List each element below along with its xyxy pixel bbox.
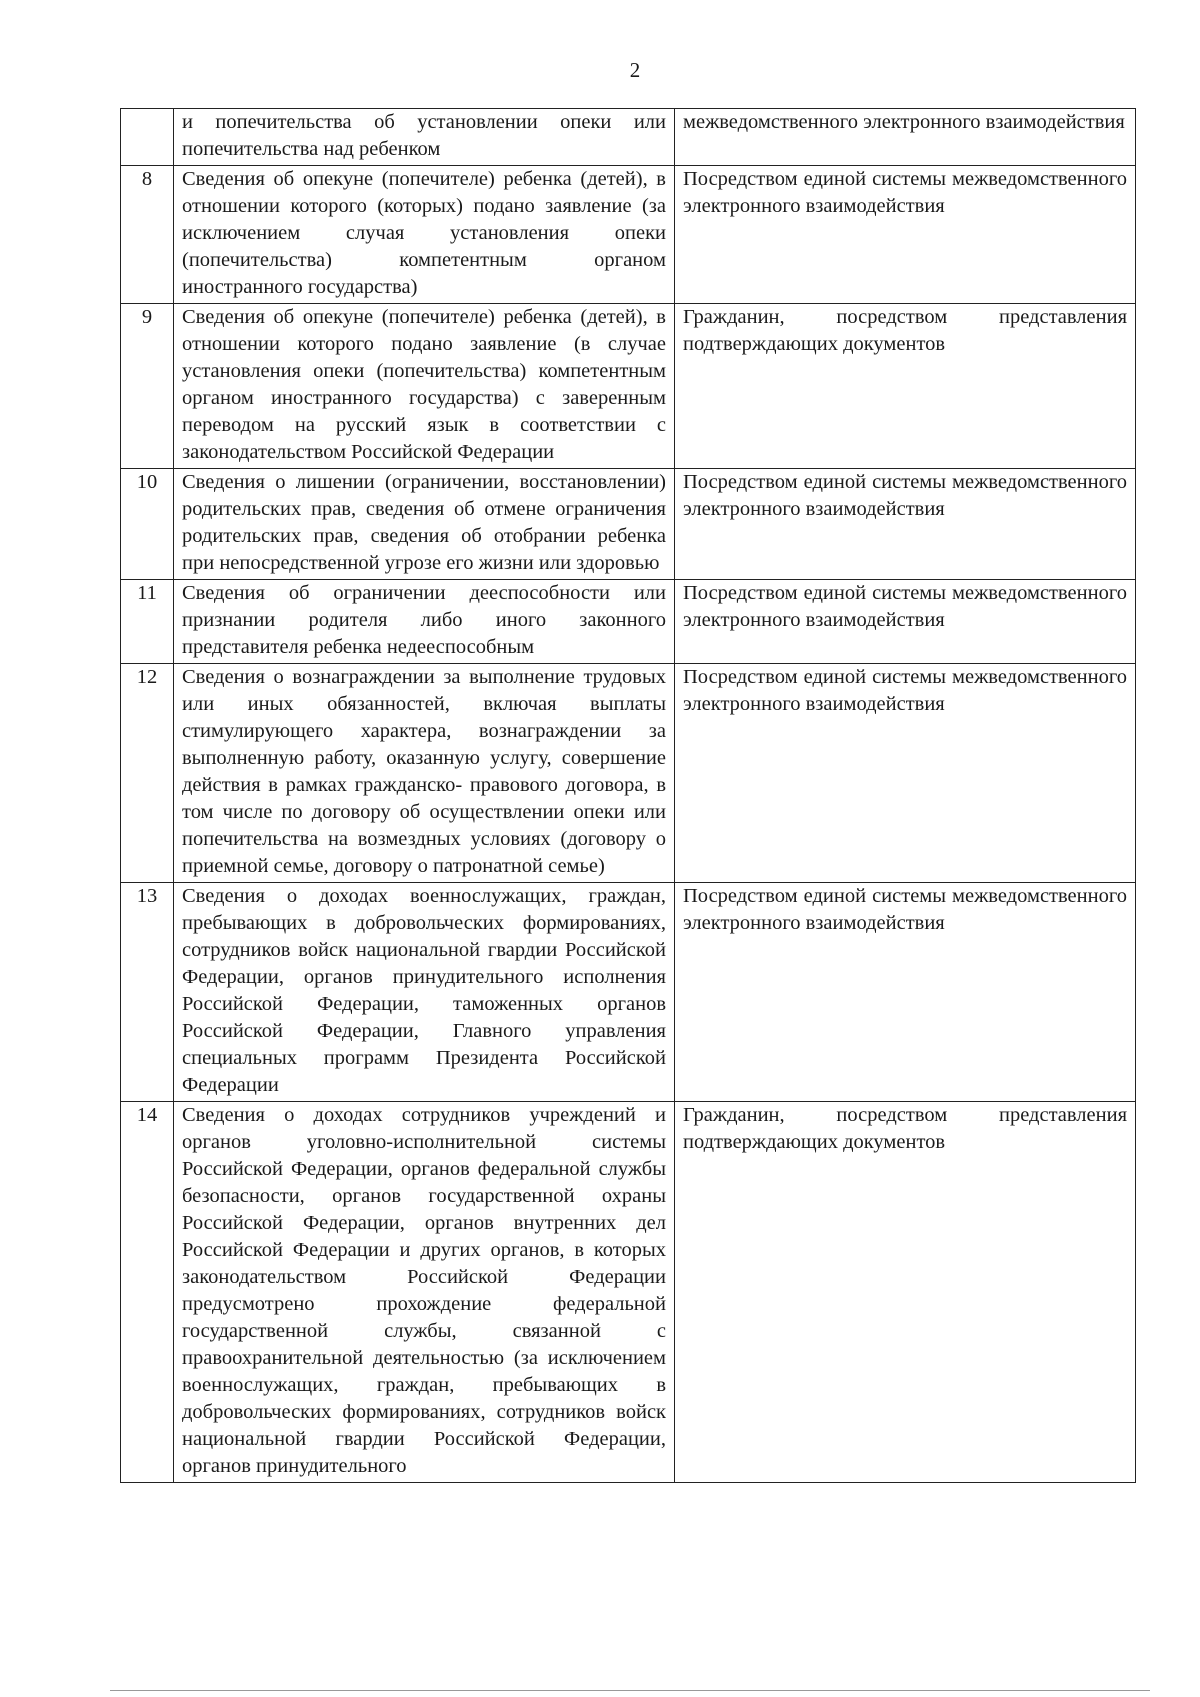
row-source: Посредством единой системы межведомственного электронного взаимодействия	[675, 469, 1136, 580]
row-number: 11	[121, 580, 174, 664]
row-description: Сведения о лишении (ограничении, восстановлении) родительских прав, сведения об отмене ограничения родительских прав, сведения об отобрании ребенка при непосредственной угрозе его жизни или здоровью	[174, 469, 675, 580]
row-number: 9	[121, 304, 174, 469]
row-description: и попечительства об установлении опеки или попечительства над ребенком	[174, 109, 675, 166]
row-description: Сведения об опекуне (попечителе) ребенка (детей), в отношении которого подано заявление (в случае установления опеки (попечительства) компетентным органом иностранного государства) с заверенным переводом на русский язык в соответствии с законодательством Российской Федерации	[174, 304, 675, 469]
row-source: Посредством единой системы межведомственного электронного взаимодействия	[675, 664, 1136, 883]
row-source: Гражданин, посредством представления подтверждающих документов	[675, 304, 1136, 469]
row-description: Сведения о доходах военнослужащих, граждан, пребывающих в добровольческих формированиях, сотрудников войск национальной гвардии Российской Федерации, органов принудительного исполнения Российской Федерации, таможенных органов Российской Федерации, Главного управления специальных программ Президента Российской Федерации	[174, 883, 675, 1102]
row-description: Сведения об ограничении дееспособности или признании родителя либо иного законного представителя ребенка недееспособным	[174, 580, 675, 664]
table-row	[121, 664, 1136, 883]
row-source: Посредством единой системы межведомственного электронного взаимодействия	[675, 166, 1136, 304]
table-row	[121, 304, 1136, 469]
table-row	[121, 580, 1136, 664]
row-number: 12	[121, 664, 174, 883]
row-description: Сведения об опекуне (попечителе) ребенка (детей), в отношении которого (которых) подано заявление (за исключением случая установления опеки (попечительства) компетентным органом иностранного государства)	[174, 166, 675, 304]
row-number	[121, 109, 174, 166]
row-number: 10	[121, 469, 174, 580]
row-number: 13	[121, 883, 174, 1102]
row-description: Сведения о вознаграждении за выполнение трудовых или иных обязанностей, включая выплаты стимулирующего характера, вознаграждении за выполненную работу, оказанную услугу, совершение действия в рамках гражданско- правового договора, в том числе по договору об осуществлении опеки или попечительства на возмездных условиях (договору о приемной семье, договору о патронатной семье)	[174, 664, 675, 883]
table-row	[121, 469, 1136, 580]
documents-table	[120, 108, 1136, 1483]
row-number: 8	[121, 166, 174, 304]
row-source: Гражданин, посредством представления подтверждающих документов	[675, 1102, 1136, 1483]
table-row	[121, 166, 1136, 304]
row-source: Посредством единой системы межведомственного электронного взаимодействия	[675, 580, 1136, 664]
table-row	[121, 109, 1136, 166]
row-source: межведомственного электронного взаимодействия	[675, 109, 1136, 166]
bottom-divider	[110, 1690, 1150, 1691]
table-row	[121, 883, 1136, 1102]
row-description: Сведения о доходах сотрудников учреждений и органов уголовно-исполнительной системы Российской Федерации, органов федеральной службы безопасности, органов государственной охраны Российской Федерации, органов внутренних дел Российской Федерации и других органов, в которых законодательством Российской Федерации предусмотрено прохождение федеральной государственной службы, связанной с правоохранительной деятельностью (за исключением военнослужащих, граждан, пребывающих в добровольческих формированиях, сотрудников войск национальной гвардии Российской Федерации, органов принудительного	[174, 1102, 675, 1483]
row-number: 14	[121, 1102, 174, 1483]
row-source: Посредством единой системы межведомственного электронного взаимодействия	[675, 883, 1136, 1102]
table-row	[121, 1102, 1136, 1483]
page-number: 2	[629, 58, 641, 82]
